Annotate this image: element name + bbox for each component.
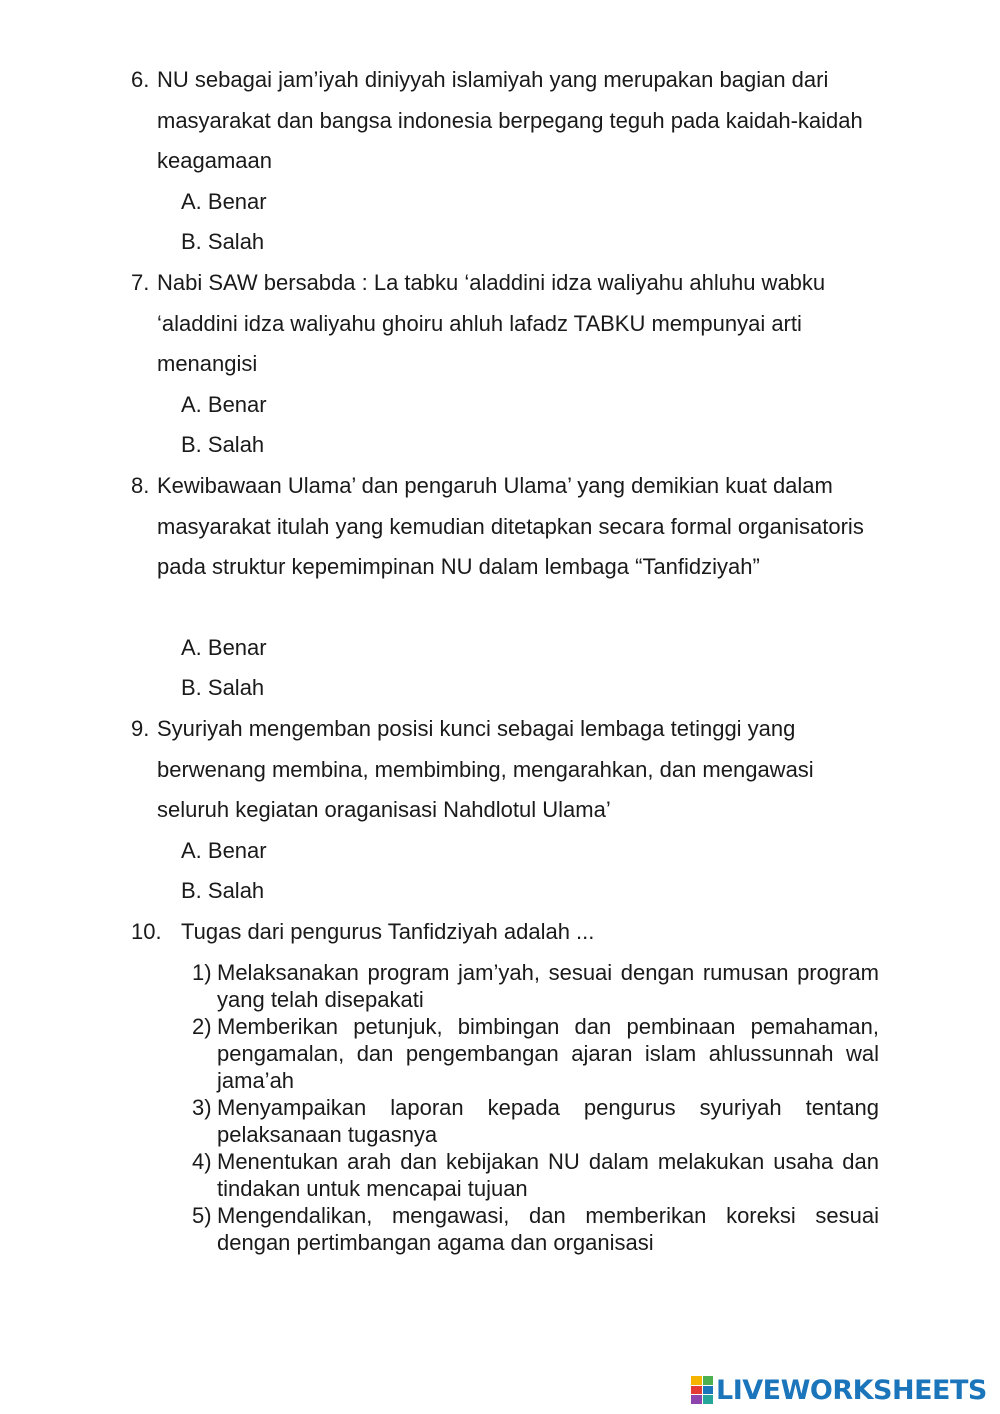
item-number: 4) xyxy=(192,1149,212,1174)
question-6 xyxy=(131,60,891,182)
item-number: 3) xyxy=(192,1095,212,1120)
question-10-item-4[interactable] xyxy=(192,1148,879,1202)
item-text: Mengendalikan, mengawasi, dan memberikan koreksi sesuai dengan pertimbangan agama dan organisasi xyxy=(217,1203,879,1255)
question-7-option-b[interactable]: B. Salah xyxy=(181,432,265,457)
question-9-option-a[interactable]: A. Benar xyxy=(181,838,267,863)
question-10-item-1[interactable] xyxy=(192,959,879,1013)
question-8-option-b[interactable]: B. Salah xyxy=(181,675,265,700)
question-7 xyxy=(131,263,891,385)
question-text: Syuriyah mengemban posisi kunci sebagai lembaga tetinggi yang berwenang membina, membimbing, mengarahkan, dan mengawasi seluruh kegiatan oraganisasi Nahdlotul Ulama’ xyxy=(157,716,814,823)
question-6-option-a[interactable]: A. Benar xyxy=(181,189,267,214)
question-10-item-5[interactable] xyxy=(192,1202,879,1256)
question-9-option-b[interactable]: B. Salah xyxy=(181,878,265,903)
question-number: 9. xyxy=(131,716,150,741)
question-number: 8. xyxy=(131,473,150,498)
question-text: Nabi SAW bersabda : La tabku ‘aladdini idza waliyahu ahluhu wabku ‘aladdini idza waliyahu ghoiru ahluh lafadz TABKU mempunyai arti menangisi xyxy=(157,270,826,377)
item-text: Menyampaikan laporan kepada pengurus syuriyah tentang pelaksanaan tugasnya xyxy=(217,1095,879,1147)
liveworksheets-logo[interactable] xyxy=(691,1372,991,1408)
question-text: Tugas dari pengurus Tanfidziyah adalah ... xyxy=(181,919,595,944)
question-number: 6. xyxy=(131,67,150,92)
item-number: 5) xyxy=(192,1203,212,1228)
item-text: Menentukan arah dan kebijakan NU dalam melakukan usaha dan tindakan untuk mencapai tujuan xyxy=(217,1149,879,1201)
question-number: 7. xyxy=(131,270,150,295)
logo-mark-cell xyxy=(691,1386,702,1395)
question-10 xyxy=(131,912,594,952)
question-text: Kewibawaan Ulama’ dan pengaruh Ulama’ yang demikian kuat dalam masyarakat itulah yang kemudian ditetapkan secara formal organisatoris pada struktur kepemimpinan NU dalam lembaga “Tanfidziyah” xyxy=(157,473,864,580)
question-10-item-3[interactable] xyxy=(192,1094,879,1148)
logo-mark-cell xyxy=(703,1376,714,1385)
question-6-option-b[interactable]: B. Salah xyxy=(181,229,265,254)
question-text: NU sebagai jam’iyah diniyyah islamiyah yang merupakan bagian dari masyarakat dan bangsa indonesia berpegang teguh pada kaidah-kaidah keagamaan xyxy=(157,67,863,174)
item-number: 2) xyxy=(192,1014,212,1039)
liveworksheets-logo-text: LIVEWORKSHEETS xyxy=(716,1374,987,1406)
question-8-option-a[interactable]: A. Benar xyxy=(181,635,267,660)
logo-mark-cell xyxy=(703,1386,714,1395)
liveworksheets-logo-icon xyxy=(691,1376,713,1404)
item-number: 1) xyxy=(192,960,212,985)
logo-mark-cell xyxy=(691,1376,702,1385)
logo-mark-cell xyxy=(691,1395,702,1404)
question-7-option-a[interactable]: A. Benar xyxy=(181,392,267,417)
item-text: Memberikan petunjuk, bimbingan dan pembinaan pemahaman, pengamalan, dan pengembangan ajaran islam ahlussunnah wal jama’ah xyxy=(217,1014,879,1093)
logo-mark-cell xyxy=(703,1395,714,1404)
question-10-item-2[interactable] xyxy=(192,1013,879,1094)
question-number: 10. xyxy=(131,919,162,944)
question-8 xyxy=(131,466,891,588)
item-text: Melaksanakan program jam’yah, sesuai dengan rumusan program yang telah disepakati xyxy=(217,960,879,1012)
question-9 xyxy=(131,709,891,831)
